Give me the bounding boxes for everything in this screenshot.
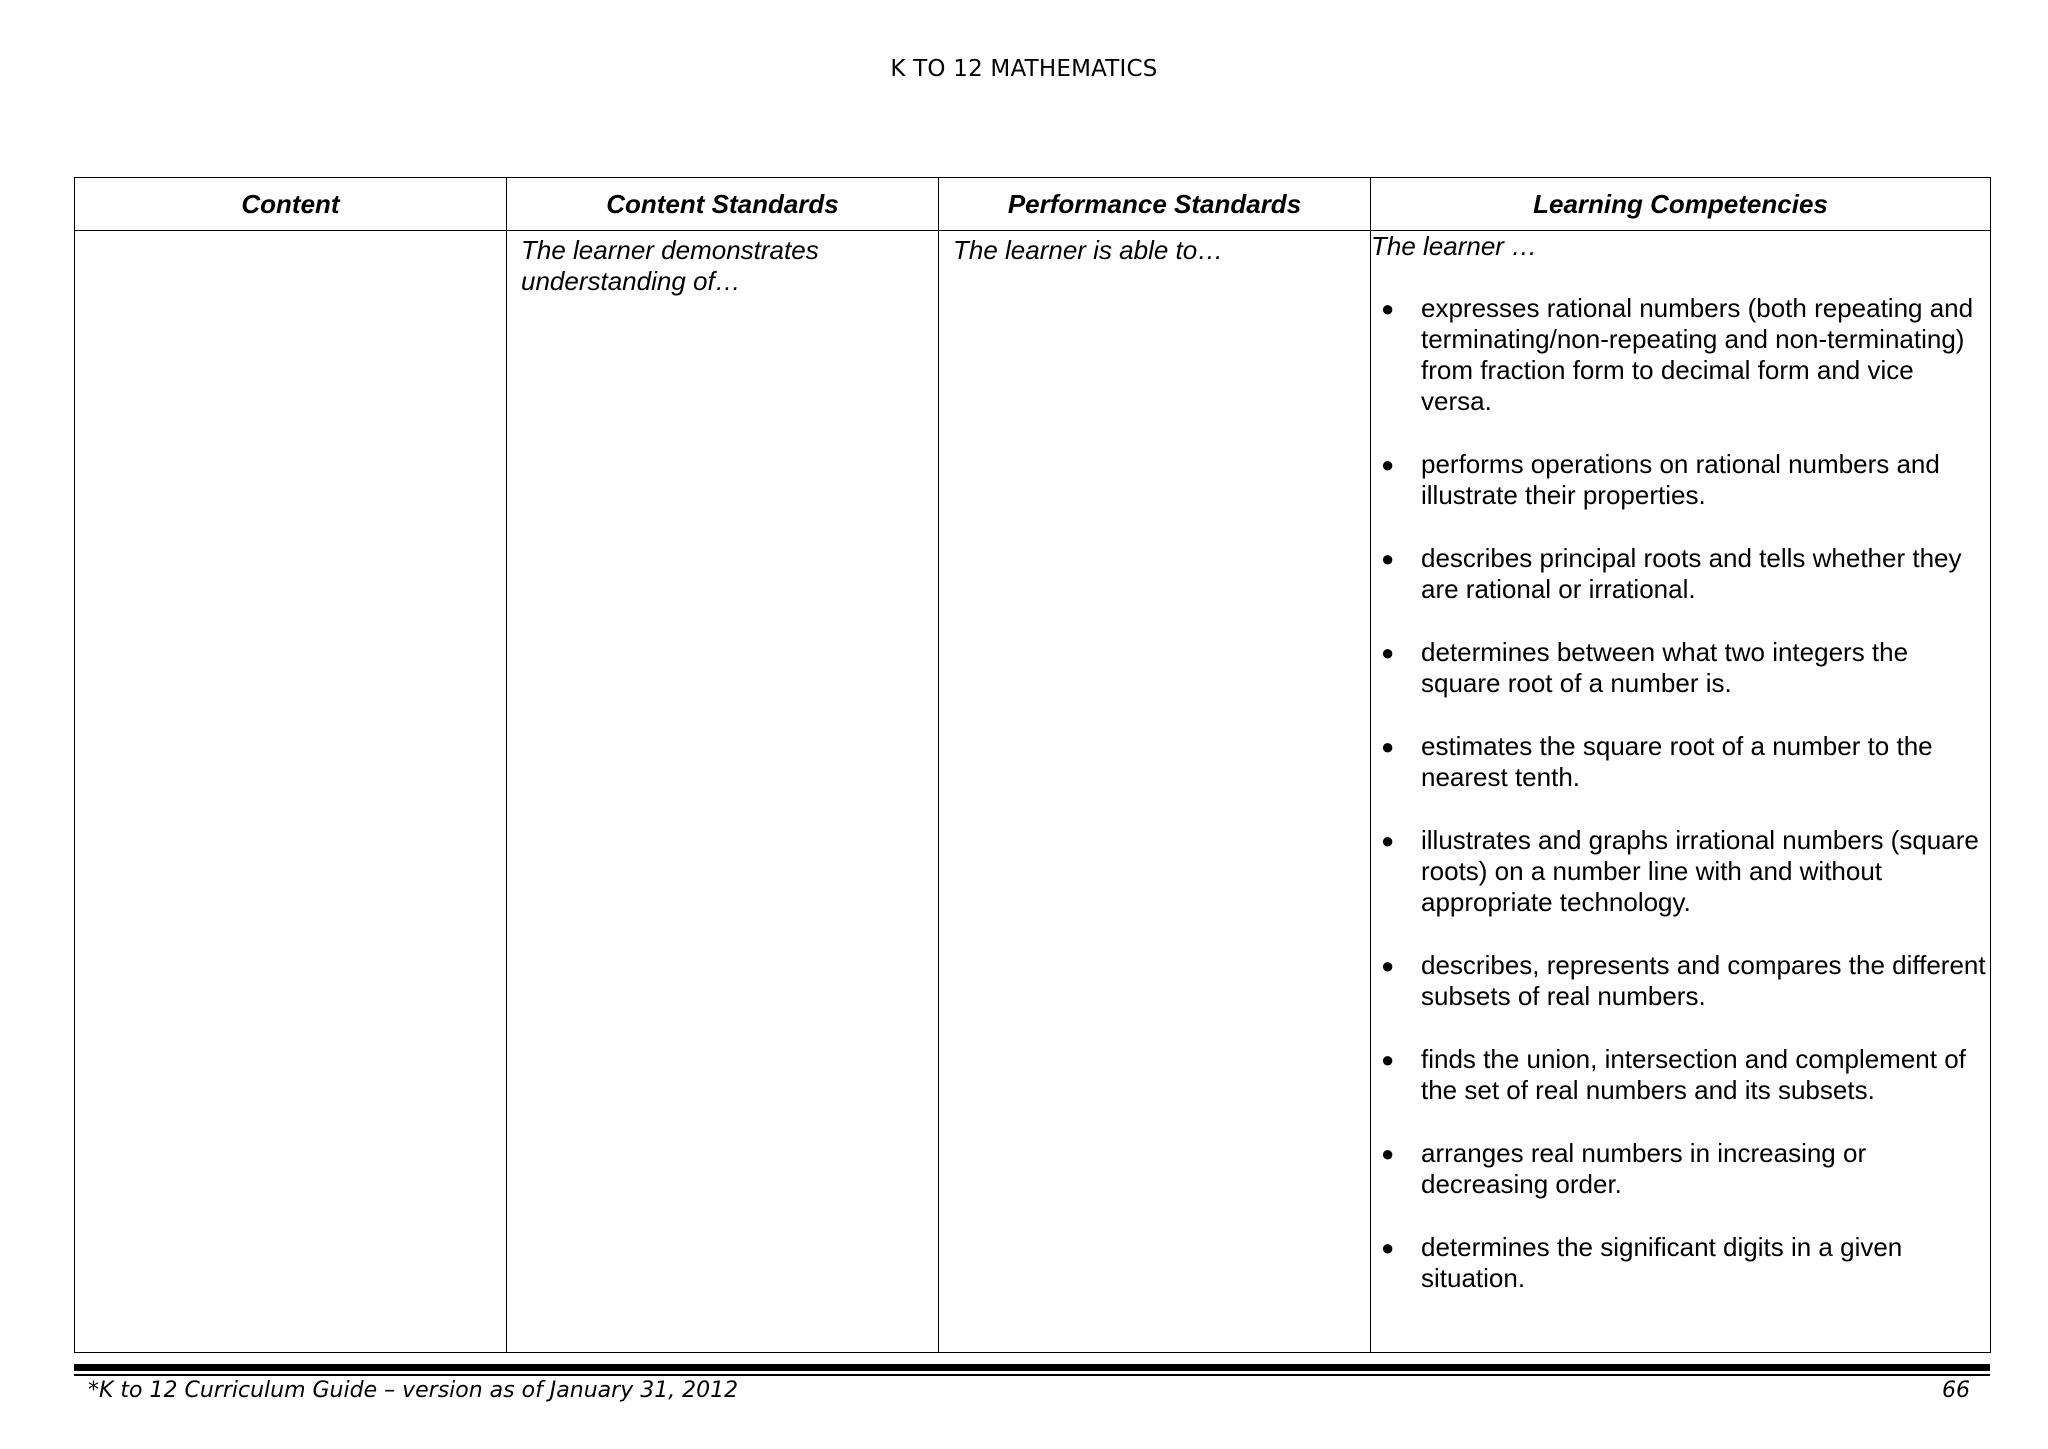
content-cell (75, 231, 507, 1353)
performance-standards-intro: The learner is able to… (953, 235, 1224, 265)
competency-text: estimates the square root of a number to the nearest tenth. (1421, 731, 1933, 792)
competency-list (1371, 293, 1990, 1294)
bullet-icon: ● (1381, 452, 1395, 477)
bullet-icon: ● (1381, 296, 1395, 321)
competency-text: describes, represents and compares the different subsets of real numbers. (1421, 950, 1986, 1011)
column-header-content-standards: Content Standards (507, 178, 939, 231)
bullet-icon: ● (1381, 546, 1395, 571)
column-header-performance-standards: Performance Standards (939, 178, 1371, 231)
list-item (1371, 1232, 1990, 1294)
content-standards-cell (507, 231, 939, 1353)
content-standards-intro: The learner demonstrates understanding of… (521, 235, 819, 296)
competency-text: arranges real numbers in increasing or decreasing order. (1421, 1138, 1867, 1199)
competency-text: describes principal roots and tells whether they are rational or irrational. (1421, 543, 1962, 604)
bullet-icon: ● (1381, 640, 1395, 665)
competency-text: performs operations on rational numbers and illustrate their properties. (1421, 449, 1940, 510)
list-item (1371, 825, 1990, 918)
list-item (1371, 1138, 1990, 1200)
curriculum-table (74, 177, 1991, 1353)
list-item (1371, 1044, 1990, 1106)
competency-text: finds the union, intersection and complement of the set of real numbers and its subsets. (1421, 1044, 1966, 1105)
bullet-icon: ● (1381, 828, 1395, 853)
bullet-icon: ● (1381, 953, 1395, 978)
performance-standards-cell (939, 231, 1371, 1353)
list-item (1371, 543, 1990, 605)
table-row (75, 231, 1991, 1353)
bullet-icon: ● (1381, 1141, 1395, 1166)
list-item (1371, 950, 1990, 1012)
page-header-title: K TO 12 MATHEMATICS (890, 56, 1158, 82)
list-item (1371, 637, 1990, 699)
list-item (1371, 731, 1990, 793)
footer-divider-thin (74, 1374, 1990, 1376)
bullet-icon: ● (1381, 1235, 1395, 1260)
column-header-learning-competencies: Learning Competencies (1371, 178, 1991, 231)
column-header-content: Content (75, 178, 507, 231)
bullet-icon: ● (1381, 734, 1395, 759)
list-item (1371, 293, 1990, 417)
learning-competencies-cell (1371, 231, 1991, 1353)
footer-divider-thick (74, 1364, 1990, 1371)
learning-competencies-intro: The learner … (1371, 231, 1538, 261)
page-number: 66 (1942, 1378, 1970, 1403)
table-header-row (75, 178, 1991, 231)
competency-text: illustrates and graphs irrational numbers (square roots) on a number line with and without appropriate technology. (1421, 825, 1979, 917)
bullet-icon: ● (1381, 1047, 1395, 1072)
competency-text: expresses rational numbers (both repeating and terminating/non-repeating and non-terminating) from fraction form to decimal form and vice versa. (1421, 293, 1974, 416)
competency-text: determines the significant digits in a given situation. (1421, 1232, 1903, 1293)
footer-version-note: *K to 12 Curriculum Guide – version as of January 31, 2012 (88, 1378, 739, 1403)
competency-text: determines between what two integers the square root of a number is. (1421, 637, 1909, 698)
list-item (1371, 449, 1990, 511)
